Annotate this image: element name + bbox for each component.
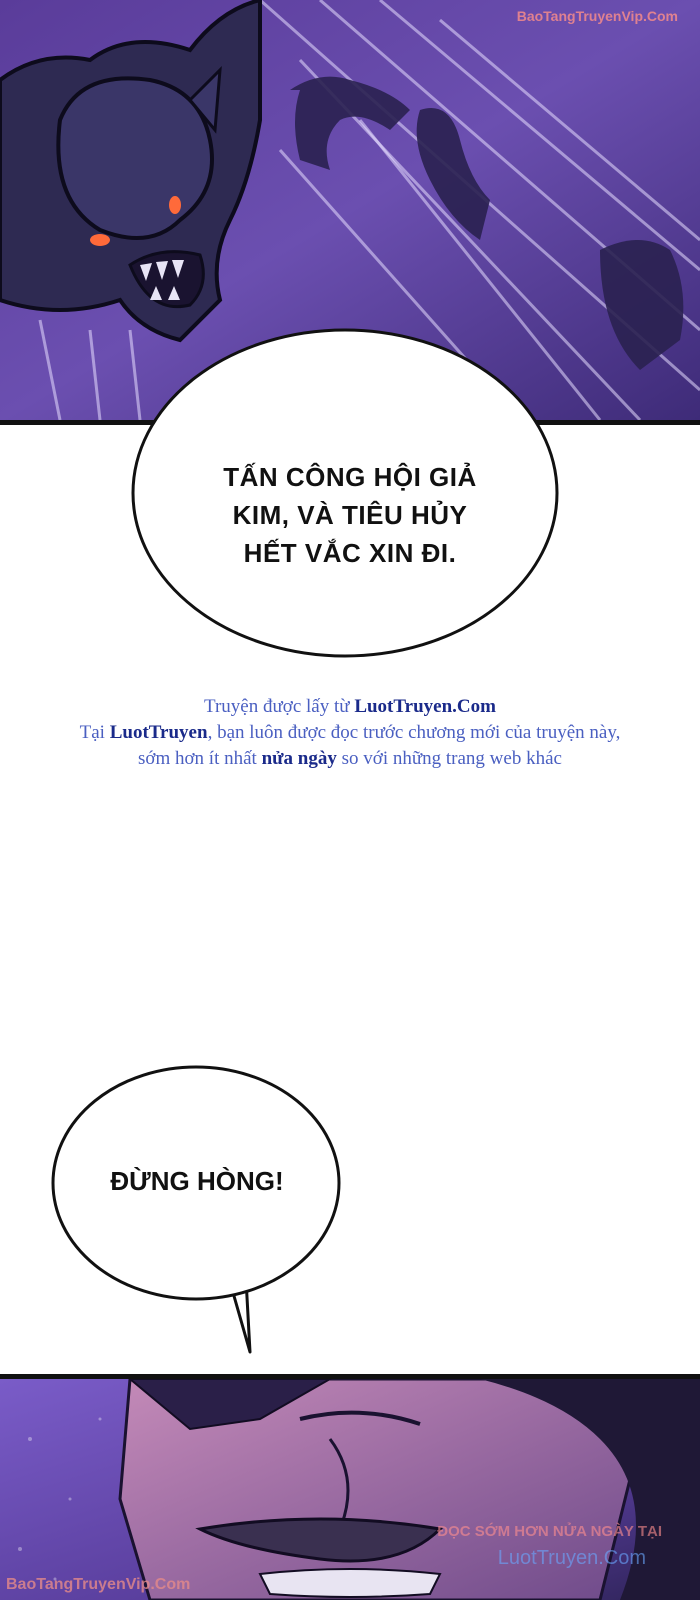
bubble1-line3: HẾT VẮC XIN ĐI. [243, 538, 457, 568]
credit-site-link-1[interactable]: LuotTruyen.Com [354, 696, 496, 717]
speech-bubble-1-text [140, 458, 560, 572]
bubble1-line2: KIM, VÀ TIÊU HỦY [232, 500, 468, 530]
bottom-comic-panel [0, 1374, 700, 1600]
credit-site-link-2[interactable]: LuotTruyen [109, 722, 208, 743]
credit-line3-prefix: sớm hơn ít nhất [138, 748, 262, 769]
watermark-top: BaoTangTruyenVip.Com [516, 8, 678, 24]
watermark-read-early: ĐỌC SỚM HƠN NỬA NGÀY TẠI [437, 1523, 662, 1540]
credit-line-2 [0, 720, 700, 746]
credit-line3-suffix: so với những trang web khác [336, 748, 562, 769]
speech-bubble-2-text: ĐỪNG HÒNG! [110, 1166, 284, 1196]
watermark-bottom: BaoTangTruyenVip.Com [6, 1576, 191, 1593]
credit-line-1 [0, 694, 700, 720]
credit-line3-emphasis: nửa ngày [261, 748, 337, 769]
credit-line1-prefix: Truyện được lấy từ [204, 696, 355, 717]
bubble1-line1: TẤN CÔNG HỘI GIẢ [223, 462, 477, 492]
credit-line2-prefix: Tại [79, 722, 110, 743]
credit-line-3 [0, 746, 700, 772]
watermark-site-luottruyen: LuotTruyen.Com [497, 1547, 646, 1569]
credit-line2-suffix: , bạn luôn được đọc trước chương mới của truyện này, [207, 722, 621, 743]
speech-bubble-2 [0, 1060, 360, 1360]
